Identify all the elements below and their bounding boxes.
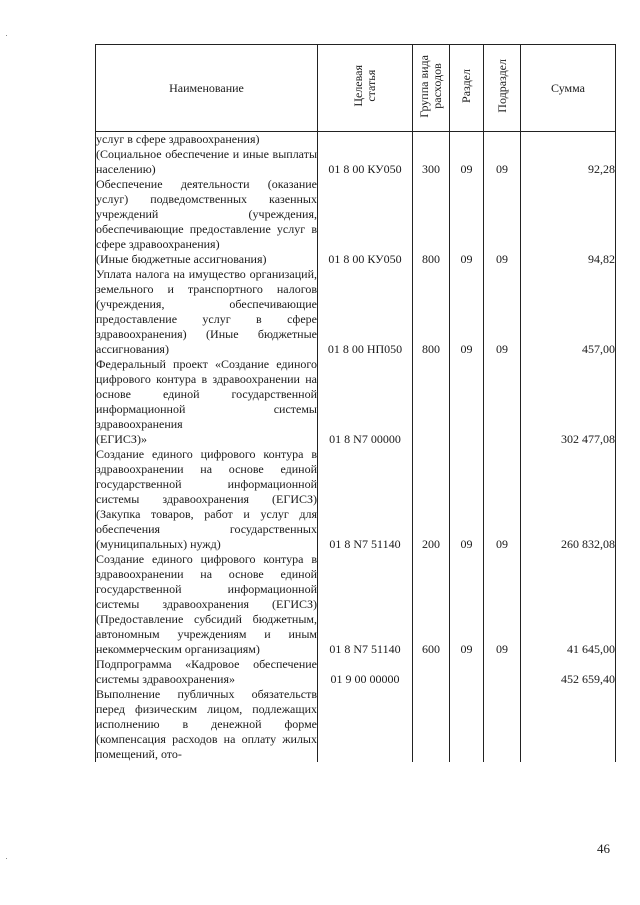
row-sum: 41 645,00 (521, 552, 616, 657)
row-name: Уплата налога на имущество организаций, земельного и транспортного налогов (учреждения, обеспечивающие предоставление услуг в сфере здравоохранения) (Иные бюджетные ассигнования) (96, 267, 317, 356)
table-row (96, 177, 616, 267)
row-section: 09 (450, 177, 484, 267)
row-target-article: 01 8 N7 51140 (318, 447, 413, 552)
row-name: Федеральный проект «Создание единого цифрового контура в здравоохранении на основе единой государственной информационной системы здравоохранения (ЕГИСЗ)» (96, 357, 317, 446)
row-expense-group: 800 (413, 267, 450, 357)
header-target-article: Целевая статья (318, 45, 413, 132)
table-row (96, 267, 616, 357)
row-subsection: 09 (484, 132, 521, 178)
row-sum: 92,28 (521, 132, 616, 178)
row-target-article: 01 8 00 НП050 (318, 267, 413, 357)
row-subsection (484, 357, 521, 447)
row-sum: 94,82 (521, 177, 616, 267)
row-sum: 457,00 (521, 267, 616, 357)
scan-speck (6, 35, 7, 36)
page-number: 46 (597, 841, 610, 856)
table-row (96, 657, 616, 687)
row-expense-group: 800 (413, 177, 450, 267)
row-subsection: 09 (484, 177, 521, 267)
header-subsection: Подраздел (484, 45, 521, 132)
row-name: услуг в сфере здравоохранения) (Социальное обеспечение и иные выплаты населению) (96, 132, 317, 176)
row-sum: 302 477,08 (521, 357, 616, 447)
row-section: 09 (450, 447, 484, 552)
row-target-article: 01 8 N7 00000 (318, 357, 413, 447)
row-section: 09 (450, 132, 484, 178)
header-sum: Сумма (521, 45, 616, 132)
table-row (96, 357, 616, 447)
row-section (450, 687, 484, 762)
row-target-article: 01 8 00 КУ050 (318, 132, 413, 178)
row-section: 09 (450, 552, 484, 657)
row-section (450, 357, 484, 447)
row-name: Выполнение публичных обязательств перед физическим лицом, подлежащих исполнению в денежной форме (компенсация расходов на оплату жилых помещений, ото- (96, 687, 317, 761)
header-name: Наименование (96, 45, 318, 132)
row-name: Создание единого цифрового контура в здравоохранении на основе единой государственной информационной системы здравоохранения (ЕГИСЗ) (Закупка товаров, работ и услуг для обеспечения государственных (муниципальных) нужд) (96, 447, 317, 551)
row-expense-group: 600 (413, 552, 450, 657)
row-name: Обеспечение деятельности (оказание услуг) подведомственных казенных учреждений (учреждения, обеспечивающие предоставление услуг в сфере здравоохранения) (Иные бюджетные ассигнования) (96, 177, 317, 266)
row-expense-group: 300 (413, 132, 450, 178)
header-section: Раздел (450, 45, 484, 132)
row-section: 09 (450, 267, 484, 357)
row-target-article: 01 9 00 00000 (318, 657, 413, 687)
row-subsection (484, 657, 521, 687)
row-target-article: 01 8 N7 51140 (318, 552, 413, 657)
row-sum (521, 687, 616, 762)
row-section (450, 657, 484, 687)
row-target-article (318, 687, 413, 762)
row-target-article: 01 8 00 КУ050 (318, 177, 413, 267)
row-subsection (484, 687, 521, 762)
row-subsection: 09 (484, 447, 521, 552)
row-sum: 260 832,08 (521, 447, 616, 552)
row-sum: 452 659,40 (521, 657, 616, 687)
scan-speck (6, 858, 7, 859)
budget-table (95, 44, 616, 762)
row-expense-group (413, 687, 450, 762)
row-expense-group (413, 357, 450, 447)
table-header-row (96, 45, 616, 132)
table-row (96, 687, 616, 762)
table-row (96, 132, 616, 178)
row-name: Подпрограмма «Кадровое обеспечение системы здравоохранения» (96, 657, 317, 686)
header-expense-group: Группа вида расходов (413, 45, 450, 132)
table-row (96, 447, 616, 552)
row-subsection: 09 (484, 552, 521, 657)
row-expense-group: 200 (413, 447, 450, 552)
table-row (96, 552, 616, 657)
row-expense-group (413, 657, 450, 687)
row-subsection: 09 (484, 267, 521, 357)
row-name: Создание единого цифрового контура в здравоохранении на основе единой государственной информационной системы здравоохранения (ЕГИСЗ) (Предоставление субсидий бюджетным, автономным учреждениям и иным некоммерческим организациям) (96, 552, 317, 656)
